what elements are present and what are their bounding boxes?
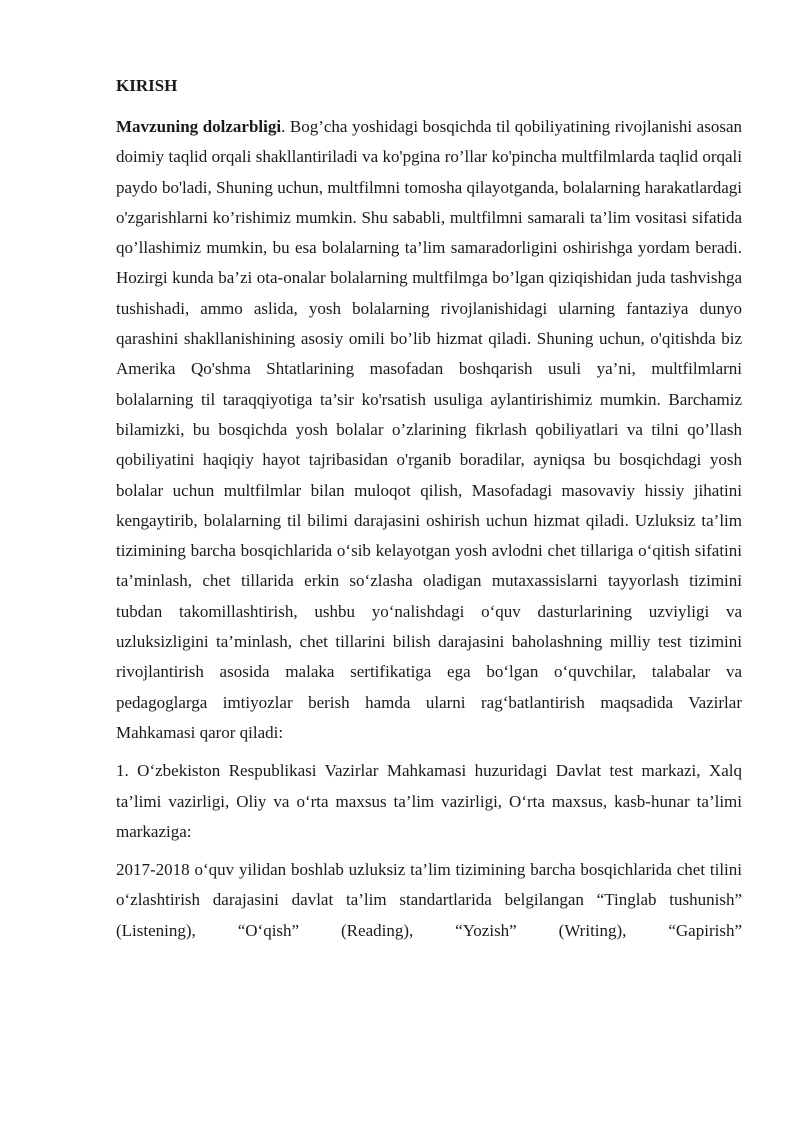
intro-lead: Mavzuning dolzarbligi [116,117,282,136]
paragraph-1: 1. O‘zbekiston Respublikasi Vazirlar Mahkamasi huzuridagi Davlat test markazi, Xalq ta’limi vazirligi, Oliy va o‘rta maxsus ta’lim vazirligi, O‘rta maxsus, kasb-hunar ta’limi markaziga: [116,761,742,841]
intro-lead-punct: . [281,117,286,136]
document-page [116,74,742,954]
intro-text: Bog’cha yoshidagi bosqichda til qobiliyatining rivojlanishi asosan doimiy taqlid orqali shakllantiriladi va ko'pgina ro’llar ko'pincha multfilmlarda taqlid orqali paydo bo'ladi, Shuning uchun, multfilmni tomosha qilayotganda, bolalarning harakatlardagi o'zgarishlarni ko’rishimiz mumkin. Shu sababli, multfilmni samarali ta’lim vositasi sifatida qo’llashimiz mumkin, bu esa bolalarning ta’lim samaradorligini oshirishga yordam beradi. Hozirgi kunda ba’zi ota-onalar bolalarning multfilmga bo’lgan qiziqishidan juda tashvishga tushishadi, ammo aslida, yosh bolalarning rivojlanishidagi ularning fantaziya dunyo qarashini shakllanishining asosiy omili bo’lib hizmat qiladi. Shuning uchun, o'qitishda biz Amerika Qo'shma Shtatlarining masofadan boshqarish usuli ya’ni, multfilmlarni bolalarning til taraqqiyotiga ta’sir ko'rsatish usuliga aylantirishimiz mumkin. Barchamiz bilamizki, bu bosqichda yosh bolalar o’zlarining fikrlash qobiliyatlari va tilni qo’llash qobiliyatini haqiqiy hayot tajribasidan o'rganib boradilar, ayniqsa bu bosqichdagi yosh bolalar uchun multfilmlar bilan muloqot qilish, Masofadagi masovaviy hissiy jihatini kengaytirib, bolalarning til bilimi darajasini oshirish uchun hizmat qiladi. Uzluksiz ta’lim tizimining barcha bosqichlarida o‘sib kelayotgan yosh avlodni chet tillariga o‘qitish sifatini ta’minlash, chet tillarida erkin so‘zlasha oladigan mutaxassislarni tayyorlash tizimini tubdan takomillashtirish, ushbu yo‘nalishdagi o‘quv dasturlarining uzviyligi va uzluksizligini ta’minlash, chet tillarini bilish darajasini baholashning milliy test tizimini rivojlantirish asosida malaka sertifikatiga ega bo‘lgan o‘quvchilar, talabalar va pedagoglarga imtiyozlar berish hamda ularni rag‘batlantirish maqsadida Vazirlar Mahkamasi qaror qiladi: [116,117,742,742]
intro-paragraph [116,112,742,748]
paragraph-2: 2017-2018 o‘quv yilidan boshlab uzluksiz ta’lim tizimining barcha bosqichlarida chet tilini o‘zlashtirish darajasini davlat ta’lim standartlarida belgilangan “Tinglab tushunish” (Listening), “O‘qish” (Reading), “Yozish” (Writing), “Gapirish” [116,860,742,940]
section-heading: KIRISH [116,76,178,95]
